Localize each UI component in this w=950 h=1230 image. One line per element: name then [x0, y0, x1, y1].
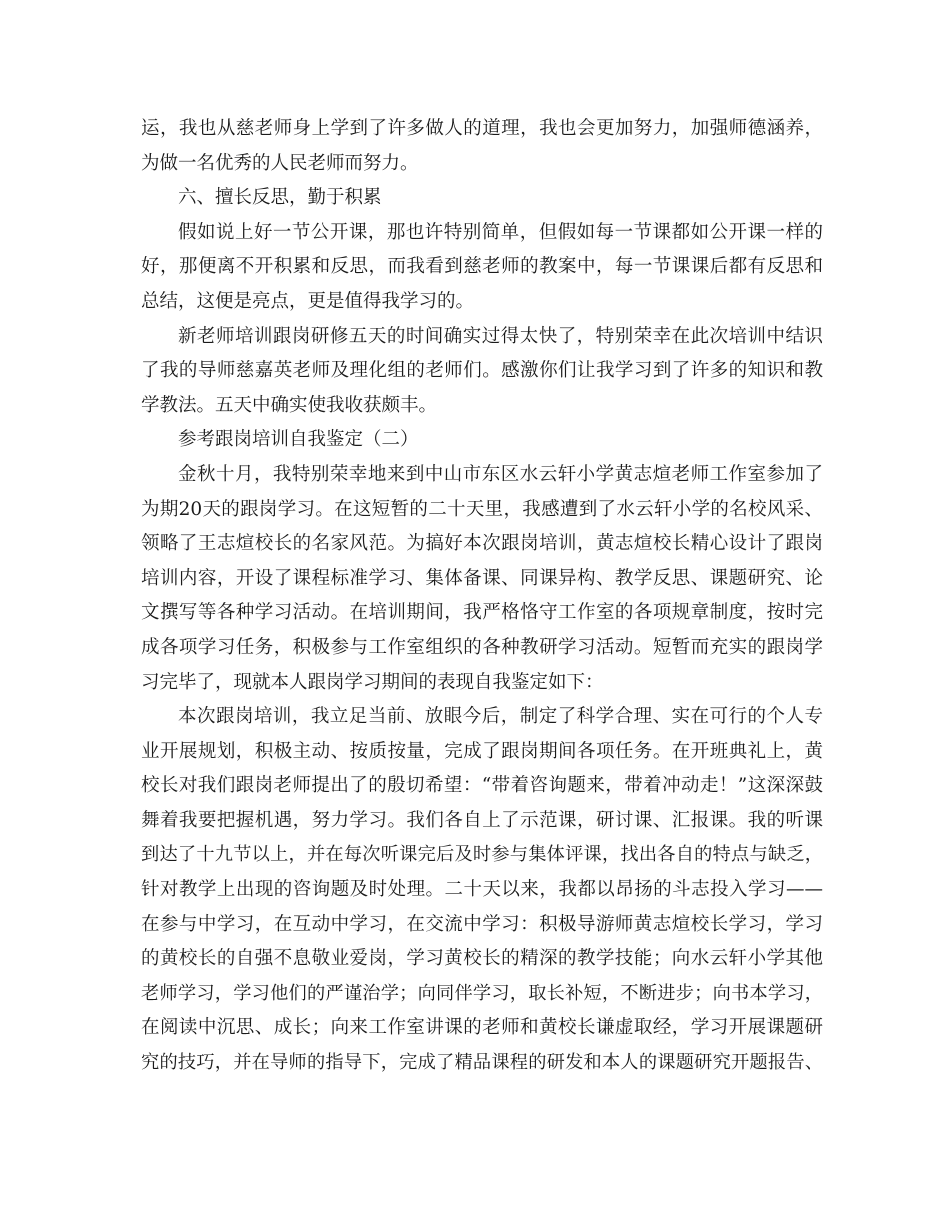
- text-line: 成各项学习任务，积极参与工作室组织的各种教研学习活动。短暂而充实的跟岗学: [141, 636, 823, 658]
- text-line: 为期20天的跟岗学习。在这短暂的二十天里，我感遭到了水云轩小学的名校风采、: [141, 498, 823, 520]
- text-line: 了我的导师慈嘉英老师及理化组的老师们。感激你们让我学习到了许多的知识和教: [141, 360, 823, 382]
- text-line: 针对教学上出现的咨询题及时处理。二十天以来，我都以昂扬的斗志投入学习——: [141, 879, 823, 901]
- text-line: 培训内容，开设了课程标准学习、集体备课、同课异构、教学反思、课题研究、论: [141, 567, 823, 589]
- text-line: 领略了王志煊校长的名家风范。为搞好本次跟岗培训，黄志煊校长精心设计了跟岗: [141, 533, 823, 555]
- text-line: 金秋十月，我特别荣幸地来到中山市东区水云轩小学黄志煊老师工作室参加了: [178, 463, 823, 485]
- text-line: 学教法。五天中确实使我收获颇丰。: [141, 394, 438, 416]
- text-line: 新老师培训跟岗研修五天的时间确实过得太快了，特别荣幸在此次培训中结识: [178, 325, 823, 347]
- text-line: 假如说上好一节公开课，那也许特别简单，但假如每一节课都如公开课一样的: [178, 221, 823, 243]
- text-line: 的黄校长的自强不息敬业爱岗，学习黄校长的精深的教学技能；向水云轩小学其他: [141, 948, 823, 970]
- text-line: 究的技巧，并在导师的指导下，完成了精品课程的研发和本人的课题研究开题报告、: [141, 1052, 823, 1074]
- text-line: 总结，这便是亮点，更是值得我学习的。: [141, 290, 475, 312]
- text-line: 业开展规划，积极主动、按质按量，完成了跟岗期间各项任务。在开班典礼上，黄: [141, 740, 823, 762]
- section-heading: 参考跟岗培训自我鉴定（二）: [178, 429, 419, 451]
- text-line: 运，我也从慈老师身上学到了许多做人的道理，我也会更加努力，加强师德涵养，: [141, 118, 823, 139]
- text-line: 在参与中学习，在互动中学习，在交流中学习：积极导游师黄志煊校长学习，学习: [141, 913, 823, 935]
- text-line: 好，那便离不开积累和反思，而我看到慈老师的教案中，每一节课课后都有反思和: [141, 256, 823, 278]
- document-body: [141, 112, 823, 1081]
- text-line: 文撰写等各种学习活动。在培训期间，我严格恪守工作室的各项规章制度，按时完: [141, 602, 823, 624]
- text-line: 在阅读中沉思、成长；向来工作室讲课的老师和黄校长谦虚取经，学习开展课题研: [141, 1017, 823, 1039]
- section-heading: 六、擅长反思，勤于积累: [178, 187, 382, 209]
- text-line: 校长对我们跟岗老师提出了的殷切希望：“带着咨询题来，带着冲动走！”这深深鼓: [141, 775, 823, 797]
- text-line: 舞着我要把握机遇，努力学习。我们各自上了示范课，研讨课、汇报课。我的听课: [141, 809, 823, 831]
- text-line: 本次跟岗培训，我立足当前、放眼今后，制定了科学合理、实在可行的个人专: [178, 706, 823, 728]
- text-line: 到达了十九节以上，并在每次听课完后及时参与集体评课，找出各自的特点与缺乏，: [141, 844, 823, 866]
- text-line: 老师学习，学习他们的严谨治学；向同伴学习，取长补短，不断进步；向书本学习，: [141, 982, 823, 1004]
- text-line: 为做一名优秀的人民老师而努力。: [141, 152, 419, 174]
- text-line: 习完毕了，现就本人跟岗学习期间的表现自我鉴定如下：: [141, 671, 604, 693]
